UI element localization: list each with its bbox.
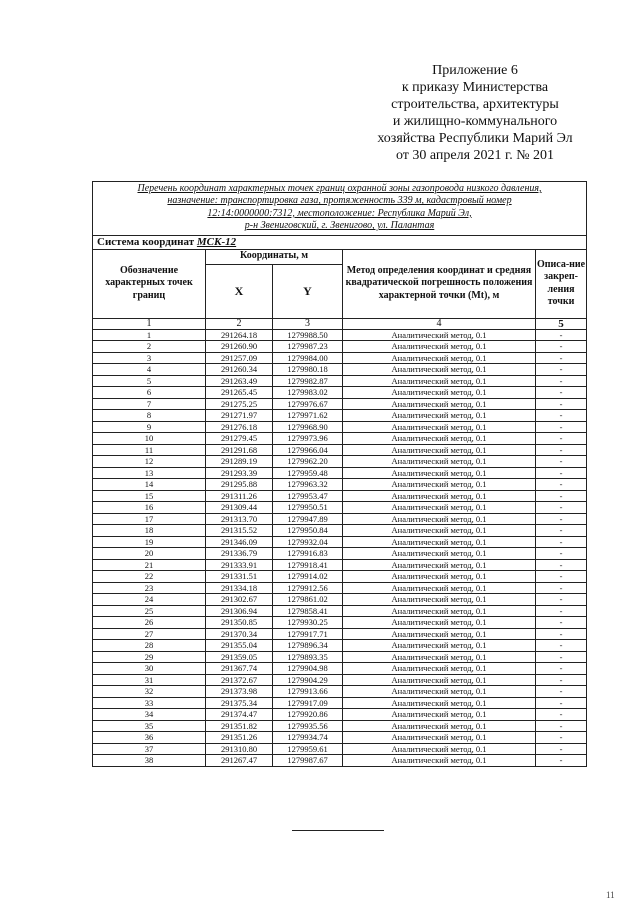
table-row xyxy=(93,651,587,663)
point-number: 12 xyxy=(93,456,206,468)
method-cell: Аналитический метод, 0.1 xyxy=(343,697,536,709)
y-coordinate: 1279971.62 xyxy=(273,410,343,422)
point-number: 21 xyxy=(93,559,206,571)
point-number: 32 xyxy=(93,686,206,698)
description-cell: - xyxy=(536,387,587,399)
x-coordinate: 291355.04 xyxy=(206,640,273,652)
method-cell: Аналитический метод, 0.1 xyxy=(343,467,536,479)
point-number: 30 xyxy=(93,663,206,675)
table-row xyxy=(93,410,587,422)
method-cell: Аналитический метод, 0.1 xyxy=(343,674,536,686)
table-row xyxy=(93,571,587,583)
point-number: 19 xyxy=(93,536,206,548)
x-coordinate: 291275.25 xyxy=(206,398,273,410)
description-cell: - xyxy=(536,352,587,364)
method-cell: Аналитический метод, 0.1 xyxy=(343,329,536,341)
coordinate-system-label: Система координат xyxy=(97,235,195,248)
description-cell: - xyxy=(536,559,587,571)
table-row xyxy=(93,709,587,721)
description-cell: - xyxy=(536,341,587,353)
method-cell: Аналитический метод, 0.1 xyxy=(343,352,536,364)
point-number: 8 xyxy=(93,410,206,422)
header-coordinates: Координаты, м xyxy=(206,249,343,264)
x-coordinate: 291263.49 xyxy=(206,375,273,387)
table-row xyxy=(93,732,587,744)
footer-divider xyxy=(292,830,384,831)
y-coordinate: 1279973.96 xyxy=(273,433,343,445)
table-row xyxy=(93,364,587,376)
y-coordinate: 1279953.47 xyxy=(273,490,343,502)
description-cell: - xyxy=(536,571,587,583)
point-number: 25 xyxy=(93,605,206,617)
header-point: Обозначение характерных точек границ xyxy=(93,249,206,318)
table-row xyxy=(93,628,587,640)
appendix-line: Приложение 6 xyxy=(432,63,518,78)
description-cell: - xyxy=(536,640,587,652)
x-coordinate: 291260.90 xyxy=(206,341,273,353)
y-coordinate: 1279962.20 xyxy=(273,456,343,468)
table-row xyxy=(93,720,587,732)
method-cell: Аналитический метод, 0.1 xyxy=(343,640,536,652)
point-number: 22 xyxy=(93,571,206,583)
point-number: 6 xyxy=(93,387,206,399)
description-cell: - xyxy=(536,720,587,732)
description-cell: - xyxy=(536,444,587,456)
coordinate-system xyxy=(93,235,587,249)
method-cell: Аналитический метод, 0.1 xyxy=(343,398,536,410)
description-cell: - xyxy=(536,433,587,445)
y-coordinate: 1279984.00 xyxy=(273,352,343,364)
point-number: 2 xyxy=(93,341,206,353)
point-number: 35 xyxy=(93,720,206,732)
table-row xyxy=(93,467,587,479)
description-cell: - xyxy=(536,605,587,617)
method-cell: Аналитический метод, 0.1 xyxy=(343,513,536,525)
y-coordinate: 1279904.29 xyxy=(273,674,343,686)
method-cell: Аналитический метод, 0.1 xyxy=(343,525,536,537)
table-row xyxy=(93,663,587,675)
table-body xyxy=(93,329,587,766)
x-coordinate: 291271.97 xyxy=(206,410,273,422)
column-number: 2 xyxy=(206,318,273,329)
table-row xyxy=(93,341,587,353)
appendix-header xyxy=(340,62,610,164)
description-cell: - xyxy=(536,732,587,744)
table-row xyxy=(93,513,587,525)
y-coordinate: 1279988.50 xyxy=(273,329,343,341)
description-cell: - xyxy=(536,502,587,514)
method-cell: Аналитический метод, 0.1 xyxy=(343,651,536,663)
x-coordinate: 291295.88 xyxy=(206,479,273,491)
point-number: 36 xyxy=(93,732,206,744)
x-coordinate: 291291.68 xyxy=(206,444,273,456)
description-cell: - xyxy=(536,663,587,675)
description-cell: - xyxy=(536,513,587,525)
x-coordinate: 291351.26 xyxy=(206,732,273,744)
point-number: 33 xyxy=(93,697,206,709)
x-coordinate: 291350.85 xyxy=(206,617,273,629)
y-coordinate: 1279976.67 xyxy=(273,398,343,410)
x-coordinate: 291334.18 xyxy=(206,582,273,594)
description-cell: - xyxy=(536,375,587,387)
point-number: 31 xyxy=(93,674,206,686)
x-coordinate: 291279.45 xyxy=(206,433,273,445)
x-coordinate: 291293.39 xyxy=(206,467,273,479)
header-method: Метод определения координат и средняя квадратической погрешность положения характерной точки (Mt), м xyxy=(343,249,536,318)
method-cell: Аналитический метод, 0.1 xyxy=(343,456,536,468)
x-coordinate: 291264.18 xyxy=(206,329,273,341)
x-coordinate: 291375.34 xyxy=(206,697,273,709)
description-cell: - xyxy=(536,617,587,629)
description-cell: - xyxy=(536,548,587,560)
point-number: 15 xyxy=(93,490,206,502)
table-row xyxy=(93,387,587,399)
table-row xyxy=(93,490,587,502)
table-row xyxy=(93,456,587,468)
x-coordinate: 291309.44 xyxy=(206,502,273,514)
header-y: Y xyxy=(273,264,343,318)
point-number: 11 xyxy=(93,444,206,456)
y-coordinate: 1279950.84 xyxy=(273,525,343,537)
table-row xyxy=(93,605,587,617)
method-cell: Аналитический метод, 0.1 xyxy=(343,364,536,376)
description-cell: - xyxy=(536,479,587,491)
method-cell: Аналитический метод, 0.1 xyxy=(343,410,536,422)
x-coordinate: 291359.05 xyxy=(206,651,273,663)
y-coordinate: 1279987.67 xyxy=(273,755,343,767)
method-cell: Аналитический метод, 0.1 xyxy=(343,444,536,456)
method-cell: Аналитический метод, 0.1 xyxy=(343,720,536,732)
table-row xyxy=(93,398,587,410)
method-cell: Аналитический метод, 0.1 xyxy=(343,433,536,445)
table-row xyxy=(93,674,587,686)
appendix-line: строительства, архитектуры xyxy=(391,97,559,112)
point-number: 4 xyxy=(93,364,206,376)
x-coordinate: 291351.82 xyxy=(206,720,273,732)
header-x: X xyxy=(206,264,273,318)
x-coordinate: 291336.79 xyxy=(206,548,273,560)
description-cell: - xyxy=(536,628,587,640)
method-cell: Аналитический метод, 0.1 xyxy=(343,582,536,594)
column-number: 5 xyxy=(536,318,587,329)
table-row xyxy=(93,433,587,445)
point-number: 1 xyxy=(93,329,206,341)
point-number: 26 xyxy=(93,617,206,629)
y-coordinate: 1279947.89 xyxy=(273,513,343,525)
point-number: 38 xyxy=(93,755,206,767)
description-cell: - xyxy=(536,755,587,767)
y-coordinate: 1279913.66 xyxy=(273,686,343,698)
table-caption xyxy=(93,182,587,236)
description-cell: - xyxy=(536,490,587,502)
description-cell: - xyxy=(536,525,587,537)
table-row xyxy=(93,375,587,387)
x-coordinate: 291374.47 xyxy=(206,709,273,721)
description-cell: - xyxy=(536,651,587,663)
description-cell: - xyxy=(536,709,587,721)
y-coordinate: 1279930.25 xyxy=(273,617,343,629)
y-coordinate: 1279959.48 xyxy=(273,467,343,479)
point-number: 3 xyxy=(93,352,206,364)
x-coordinate: 291289.19 xyxy=(206,456,273,468)
point-number: 24 xyxy=(93,594,206,606)
method-cell: Аналитический метод, 0.1 xyxy=(343,594,536,606)
table-row xyxy=(93,421,587,433)
description-cell: - xyxy=(536,421,587,433)
table-row xyxy=(93,617,587,629)
column-number: 4 xyxy=(343,318,536,329)
table-row xyxy=(93,479,587,491)
point-number: 34 xyxy=(93,709,206,721)
method-cell: Аналитический метод, 0.1 xyxy=(343,490,536,502)
y-coordinate: 1279983.02 xyxy=(273,387,343,399)
x-coordinate: 291346.09 xyxy=(206,536,273,548)
point-number: 20 xyxy=(93,548,206,560)
method-cell: Аналитический метод, 0.1 xyxy=(343,755,536,767)
table-row xyxy=(93,697,587,709)
point-number: 13 xyxy=(93,467,206,479)
x-coordinate: 291265.45 xyxy=(206,387,273,399)
point-number: 7 xyxy=(93,398,206,410)
y-coordinate: 1279893.35 xyxy=(273,651,343,663)
y-coordinate: 1279932.04 xyxy=(273,536,343,548)
description-cell: - xyxy=(536,467,587,479)
method-cell: Аналитический метод, 0.1 xyxy=(343,617,536,629)
y-coordinate: 1279917.71 xyxy=(273,628,343,640)
method-cell: Аналитический метод, 0.1 xyxy=(343,732,536,744)
method-cell: Аналитический метод, 0.1 xyxy=(343,571,536,583)
appendix-line: от 30 апреля 2021 г. № 201 xyxy=(395,148,555,163)
table-row xyxy=(93,686,587,698)
x-coordinate: 291276.18 xyxy=(206,421,273,433)
page-number: 11 xyxy=(606,890,615,900)
x-coordinate: 291302.67 xyxy=(206,594,273,606)
caption-line: 12:14:0000000:7312, местоположение: Республика Марий Эл, xyxy=(207,207,472,219)
x-coordinate: 291311.26 xyxy=(206,490,273,502)
y-coordinate: 1279917.09 xyxy=(273,697,343,709)
description-cell: - xyxy=(536,697,587,709)
table-row xyxy=(93,352,587,364)
point-number: 5 xyxy=(93,375,206,387)
point-number: 29 xyxy=(93,651,206,663)
table-row xyxy=(93,755,587,767)
column-number: 1 xyxy=(93,318,206,329)
y-coordinate: 1279904.98 xyxy=(273,663,343,675)
point-number: 14 xyxy=(93,479,206,491)
y-coordinate: 1279916.83 xyxy=(273,548,343,560)
description-cell: - xyxy=(536,456,587,468)
point-number: 17 xyxy=(93,513,206,525)
caption-line: р-н Звениговский, г. Звенигово, ул. Палантая xyxy=(244,220,435,232)
column-number: 3 xyxy=(273,318,343,329)
method-cell: Аналитический метод, 0.1 xyxy=(343,502,536,514)
description-cell: - xyxy=(536,743,587,755)
description-cell: - xyxy=(536,582,587,594)
description-cell: - xyxy=(536,674,587,686)
table-row xyxy=(93,502,587,514)
method-cell: Аналитический метод, 0.1 xyxy=(343,605,536,617)
x-coordinate: 291315.52 xyxy=(206,525,273,537)
description-cell: - xyxy=(536,364,587,376)
y-coordinate: 1279968.90 xyxy=(273,421,343,433)
description-cell: - xyxy=(536,536,587,548)
method-cell: Аналитический метод, 0.1 xyxy=(343,387,536,399)
appendix-line: к приказу Министерства xyxy=(401,80,549,95)
point-number: 10 xyxy=(93,433,206,445)
y-coordinate: 1279950.51 xyxy=(273,502,343,514)
method-cell: Аналитический метод, 0.1 xyxy=(343,628,536,640)
table-row xyxy=(93,536,587,548)
description-cell: - xyxy=(536,329,587,341)
y-coordinate: 1279980.18 xyxy=(273,364,343,376)
appendix-line: хозяйства Республики Марий Эл xyxy=(377,131,573,146)
table-row xyxy=(93,329,587,341)
method-cell: Аналитический метод, 0.1 xyxy=(343,479,536,491)
y-coordinate: 1279982.87 xyxy=(273,375,343,387)
x-coordinate: 291267.47 xyxy=(206,755,273,767)
method-cell: Аналитический метод, 0.1 xyxy=(343,559,536,571)
description-cell: - xyxy=(536,686,587,698)
point-number: 28 xyxy=(93,640,206,652)
table-row xyxy=(93,444,587,456)
description-cell: - xyxy=(536,410,587,422)
header-description: Описа-ние закреп-ления точки xyxy=(536,249,587,318)
y-coordinate: 1279959.61 xyxy=(273,743,343,755)
caption-line: Перечень координат характерных точек границ охранной зоны газопровода низкого давления, xyxy=(137,183,542,194)
x-coordinate: 291313.70 xyxy=(206,513,273,525)
x-coordinate: 291310.80 xyxy=(206,743,273,755)
method-cell: Аналитический метод, 0.1 xyxy=(343,375,536,387)
x-coordinate: 291373.98 xyxy=(206,686,273,698)
y-coordinate: 1279963.32 xyxy=(273,479,343,491)
y-coordinate: 1279914.02 xyxy=(273,571,343,583)
method-cell: Аналитический метод, 0.1 xyxy=(343,341,536,353)
method-cell: Аналитический метод, 0.1 xyxy=(343,536,536,548)
method-cell: Аналитический метод, 0.1 xyxy=(343,421,536,433)
y-coordinate: 1279934.74 xyxy=(273,732,343,744)
table-row xyxy=(93,594,587,606)
x-coordinate: 291333.91 xyxy=(206,559,273,571)
method-cell: Аналитический метод, 0.1 xyxy=(343,686,536,698)
y-coordinate: 1279935.56 xyxy=(273,720,343,732)
point-number: 16 xyxy=(93,502,206,514)
description-cell: - xyxy=(536,594,587,606)
point-number: 9 xyxy=(93,421,206,433)
table-row xyxy=(93,743,587,755)
y-coordinate: 1279966.04 xyxy=(273,444,343,456)
x-coordinate: 291372.67 xyxy=(206,674,273,686)
y-coordinate: 1279987.23 xyxy=(273,341,343,353)
y-coordinate: 1279912.56 xyxy=(273,582,343,594)
x-coordinate: 291370.34 xyxy=(206,628,273,640)
table-row xyxy=(93,559,587,571)
point-number: 18 xyxy=(93,525,206,537)
x-coordinate: 291260.34 xyxy=(206,364,273,376)
table-row xyxy=(93,640,587,652)
x-coordinate: 291367.74 xyxy=(206,663,273,675)
table-row xyxy=(93,525,587,537)
method-cell: Аналитический метод, 0.1 xyxy=(343,743,536,755)
point-number: 27 xyxy=(93,628,206,640)
x-coordinate: 291331.51 xyxy=(206,571,273,583)
x-coordinate: 291306.94 xyxy=(206,605,273,617)
y-coordinate: 1279918.41 xyxy=(273,559,343,571)
point-number: 23 xyxy=(93,582,206,594)
appendix-line: и жилищно-коммунального xyxy=(392,114,558,129)
method-cell: Аналитический метод, 0.1 xyxy=(343,663,536,675)
table-row xyxy=(93,548,587,560)
coordinate-system-value: МСК-12 xyxy=(196,235,237,248)
y-coordinate: 1279920.86 xyxy=(273,709,343,721)
y-coordinate: 1279858.41 xyxy=(273,605,343,617)
description-cell: - xyxy=(536,398,587,410)
y-coordinate: 1279861.02 xyxy=(273,594,343,606)
coordinates-table-wrapper xyxy=(92,181,586,767)
x-coordinate: 291257.09 xyxy=(206,352,273,364)
coordinates-table xyxy=(92,181,587,767)
point-number: 37 xyxy=(93,743,206,755)
table-row xyxy=(93,582,587,594)
method-cell: Аналитический метод, 0.1 xyxy=(343,548,536,560)
y-coordinate: 1279896.34 xyxy=(273,640,343,652)
caption-line: назначение: транспортировка газа, протяженность 339 м, кадастровый номер xyxy=(167,195,512,207)
method-cell: Аналитический метод, 0.1 xyxy=(343,709,536,721)
